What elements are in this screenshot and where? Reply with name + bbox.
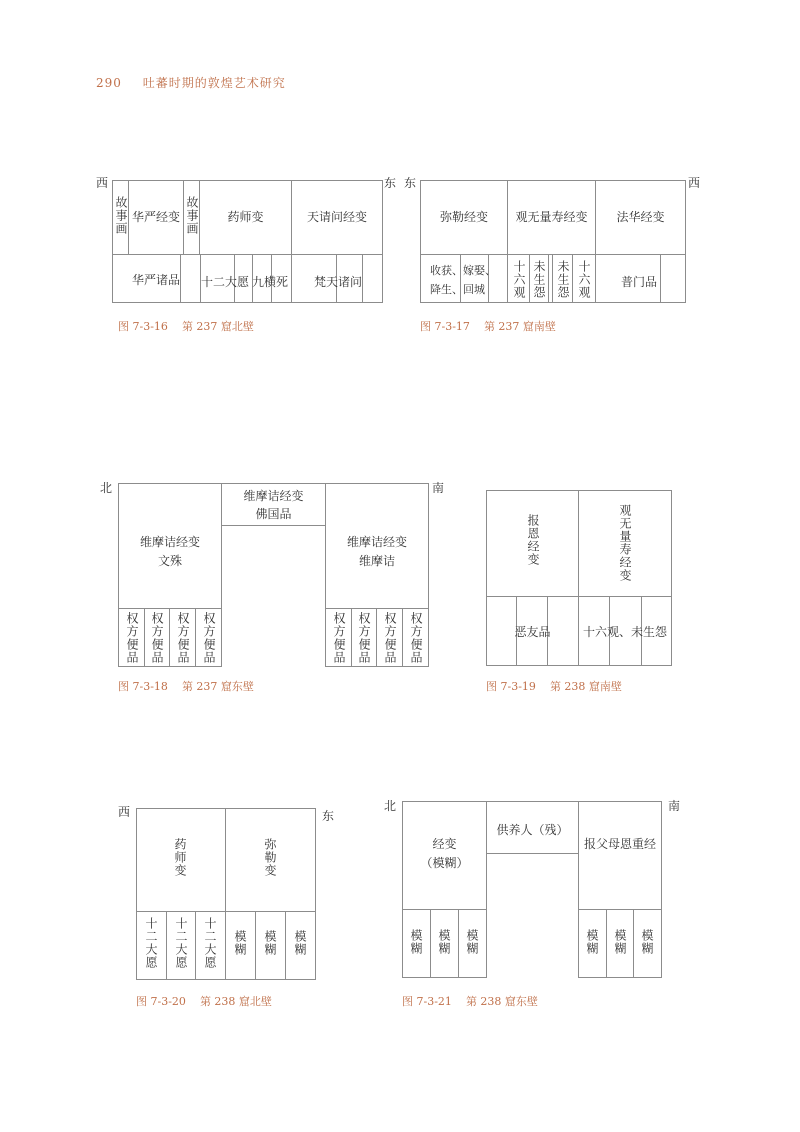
label-mile: 弥勒经变 (439, 210, 488, 224)
label-weisheng: 未生怨 (532, 260, 546, 299)
caption: 图 7-3-20 第 238 窟北壁 (136, 995, 272, 1008)
label-jing-blur: （模糊） (420, 856, 469, 870)
direction-west: 西 (118, 805, 131, 819)
label-huayan: 华严经变 (131, 210, 180, 224)
label-right-1: 维摩诘经变 (346, 535, 407, 549)
page-number: 290 (96, 76, 122, 90)
cell-bottom (180, 254, 201, 303)
label-nine-deaths: 九横死 (252, 275, 289, 289)
direction-east: 东 (322, 809, 335, 823)
label-blur: 模糊 (585, 929, 599, 955)
book-title: 吐蕃时期的敦煌艺术研究 (142, 76, 286, 90)
label-sixteen: 十六观、未生怨 (582, 625, 667, 639)
caption: 图 7-3-18 第 237 窟东壁 (118, 680, 254, 693)
label-blur: 模糊 (233, 930, 247, 956)
label-tianqing: 天请问经变 (306, 210, 367, 224)
label-eyou: 恶友品 (514, 625, 551, 639)
caption: 图 7-3-16 第 237 窟北壁 (118, 320, 254, 333)
label-quanfang: 权方便品 (357, 612, 371, 664)
direction-east: 东 (384, 176, 397, 190)
label-story: 故事画 (185, 196, 199, 235)
label-blur: 模糊 (613, 929, 627, 955)
label-quanfang: 权方便品 (202, 612, 216, 664)
caption: 图 7-3-17 第 237 窟南壁 (420, 320, 556, 333)
label-quanfang: 权方便品 (332, 612, 346, 664)
label-quanfang: 权方便品 (125, 612, 139, 664)
page-header (96, 74, 286, 91)
label-sixteen: 十六观 (577, 260, 591, 299)
label-mile: 弥勒变 (263, 838, 277, 877)
label-yaoshi: 药师变 (227, 210, 264, 224)
direction-west: 西 (688, 176, 701, 190)
label-quanfang: 权方便品 (176, 612, 190, 664)
label-huayan-zhupin: 华严诸品 (132, 273, 181, 287)
label-sixteen: 十六观 (512, 260, 526, 299)
label-baoen: 报恩经变 (526, 514, 540, 566)
label-quanfang: 权方便品 (150, 612, 164, 664)
label-story: 故事画 (114, 196, 128, 235)
label-blur: 模糊 (293, 930, 307, 956)
label-harvest: 收获、嫁娶、 (430, 264, 496, 277)
label-twelve: 十二大愿 (203, 917, 217, 969)
label-left-2: 文殊 (157, 554, 182, 568)
label-quanfang: 权方便品 (383, 612, 397, 664)
label-twelve: 十二大愿 (174, 917, 188, 969)
label-harvest: 降生、回城 (430, 283, 485, 296)
label-quanfang: 权方便品 (409, 612, 423, 664)
label-baofumu: 报父母恩重经 (583, 837, 656, 851)
label-top-2: 佛国品 (255, 507, 292, 521)
caption: 图 7-3-21 第 238 窟东壁 (402, 995, 538, 1008)
label-left-1: 维摩诘经变 (139, 535, 200, 549)
label-fantian: 梵天诸问 (314, 275, 363, 289)
label-blur: 模糊 (465, 929, 479, 955)
label-pumen: 普门品 (621, 275, 658, 289)
cell-bottom (660, 254, 686, 303)
label-guan: 观无量寿经变 (618, 504, 632, 582)
label-jing: 经变 (432, 837, 457, 851)
direction-east: 东 (404, 176, 417, 190)
direction-south: 南 (668, 799, 681, 813)
label-right-2: 维摩诘 (358, 554, 395, 568)
label-donor: 供养人（残） (496, 823, 569, 837)
label-guanwuliang: 观无量寿经变 (515, 210, 588, 224)
label-top-1: 维摩诘经变 (243, 489, 304, 503)
label-blur: 模糊 (409, 929, 423, 955)
label-twelve-vows: 十二大愿 (201, 275, 250, 289)
caption: 图 7-3-19 第 238 窟南壁 (486, 680, 622, 693)
direction-north: 北 (100, 481, 113, 495)
direction-north: 北 (384, 799, 397, 813)
label-twelve: 十二大愿 (144, 917, 158, 969)
direction-south: 南 (432, 481, 445, 495)
label-blur: 模糊 (263, 930, 277, 956)
label-blur: 模糊 (640, 929, 654, 955)
label-fahua: 法华经变 (616, 210, 665, 224)
label-yaoshi: 药师变 (173, 838, 187, 877)
direction-west: 西 (96, 176, 109, 190)
label-weisheng: 未生怨 (556, 260, 570, 299)
label-blur: 模糊 (437, 929, 451, 955)
